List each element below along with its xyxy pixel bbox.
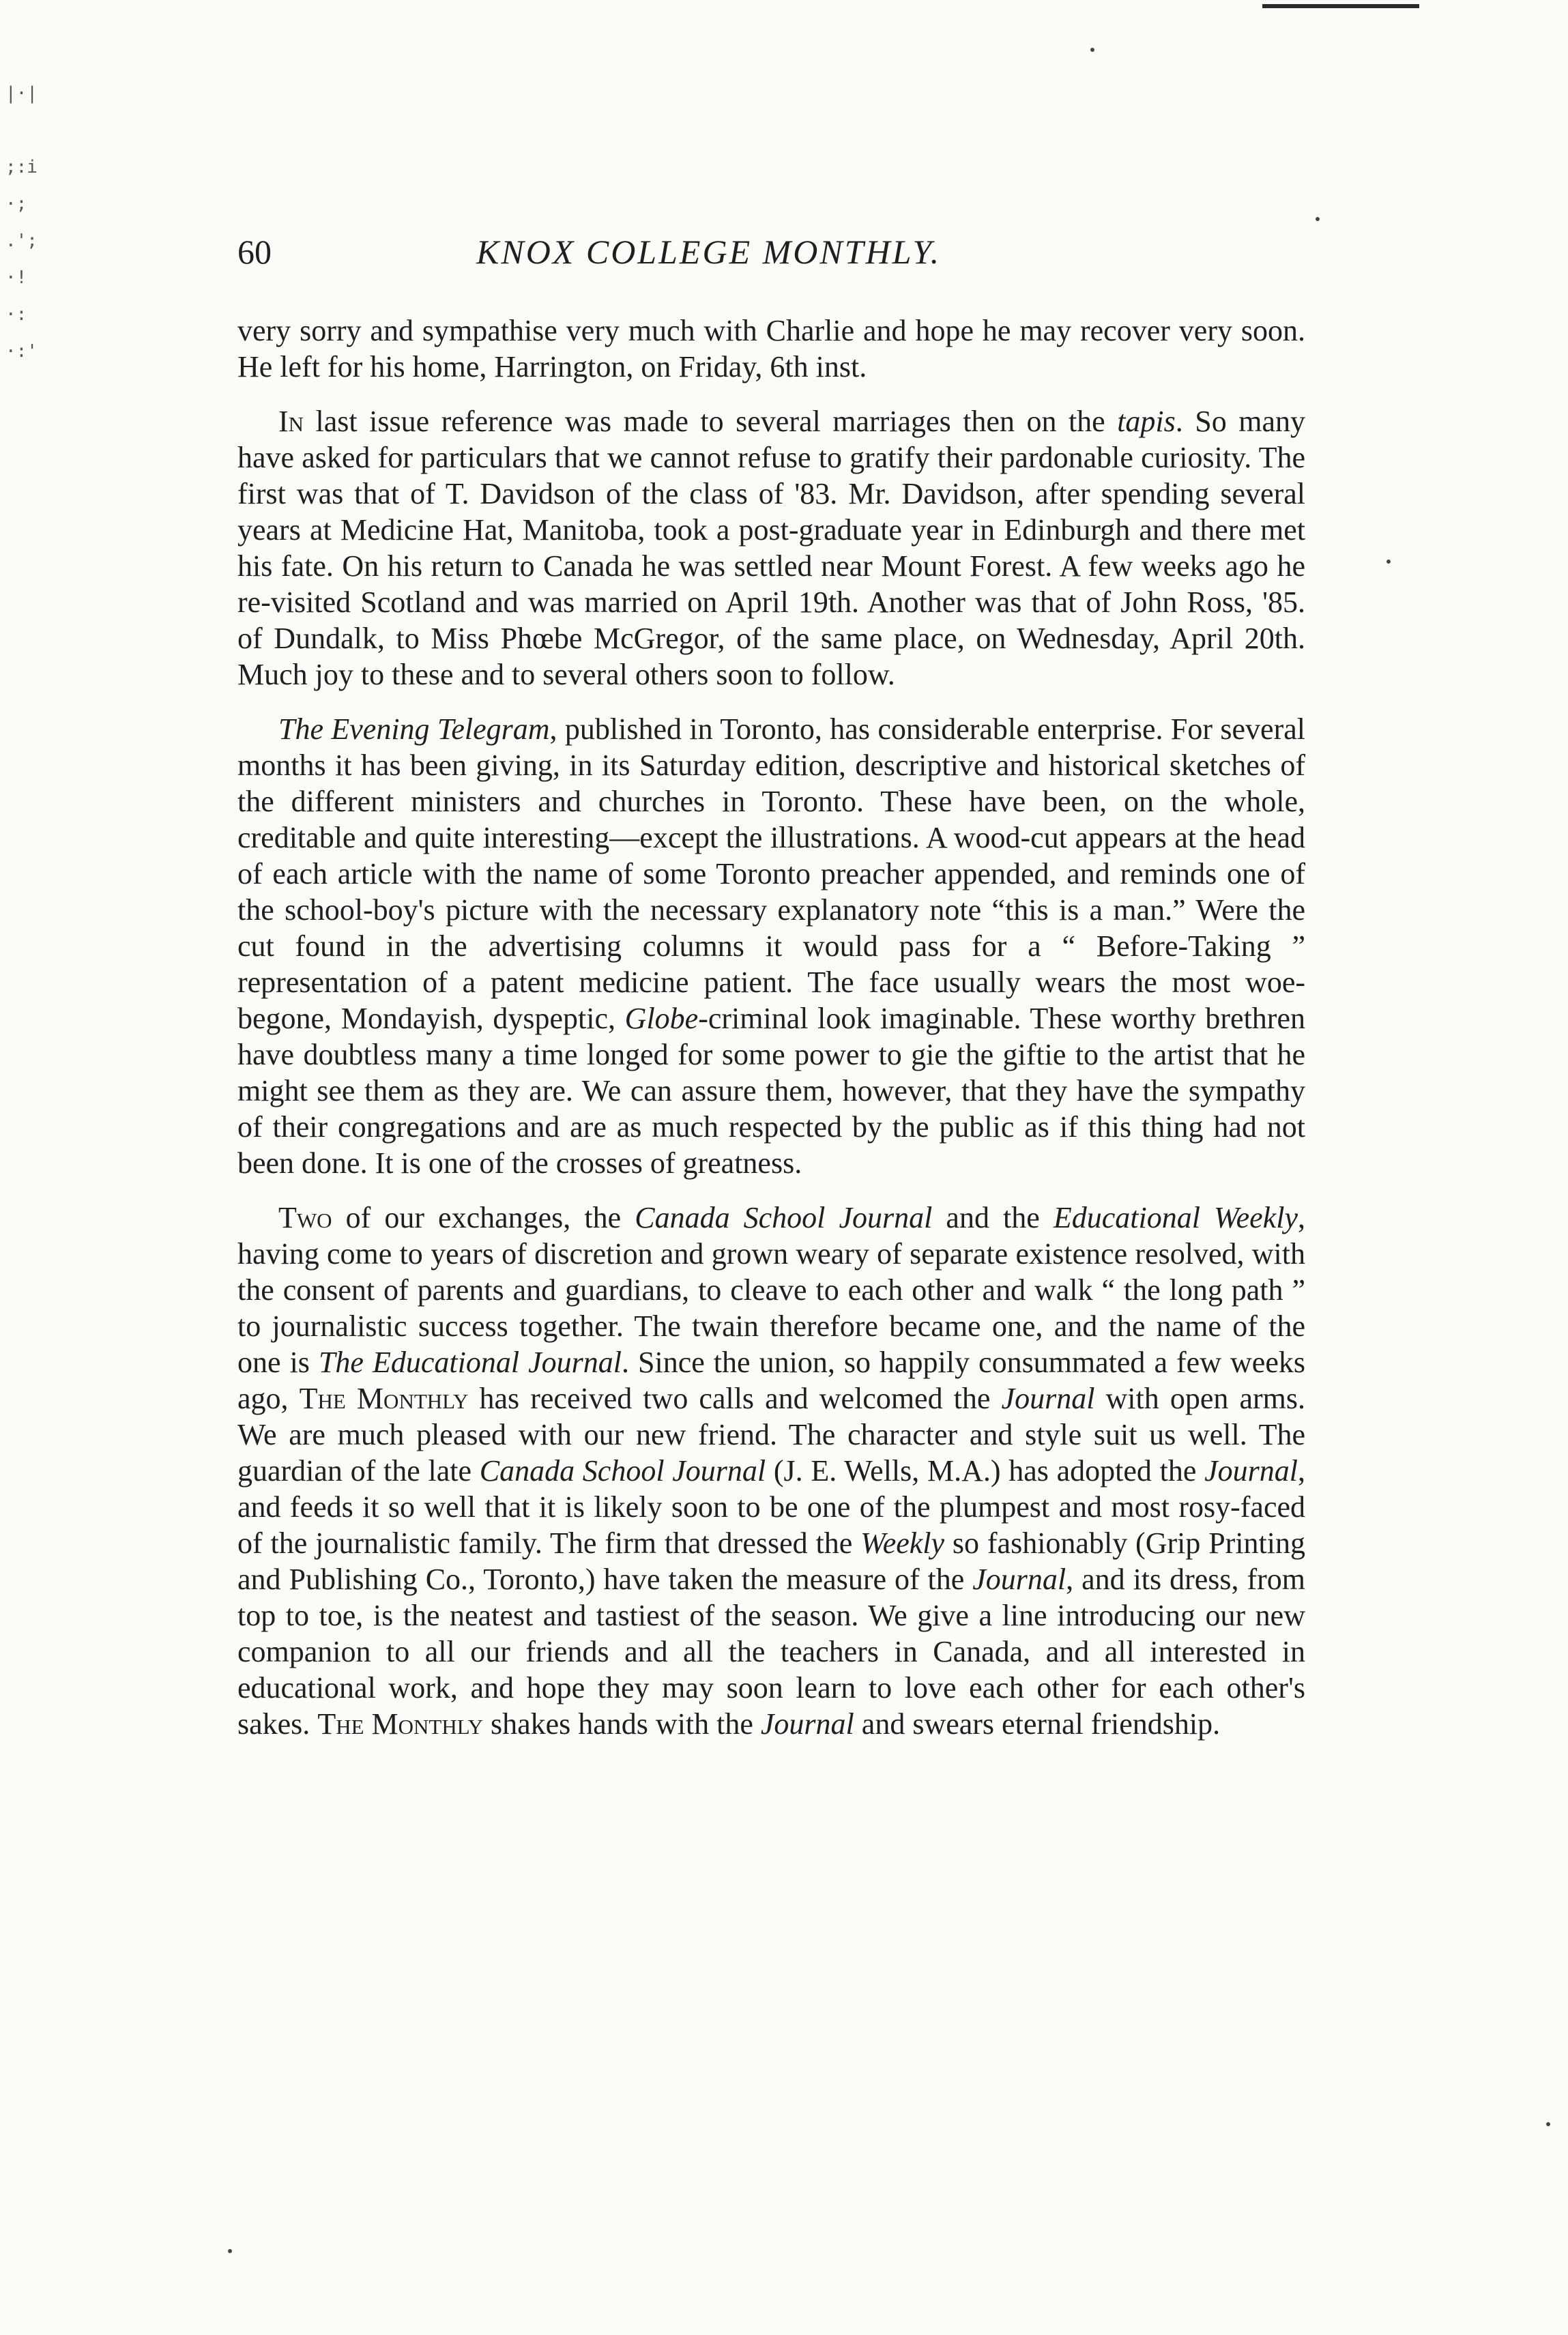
text-run: and swears eternal friendship. [854,1707,1221,1741]
italic-text: Weekly [860,1526,945,1560]
italic-text: Journal [1001,1382,1095,1415]
text-run: shakes hands with the [482,1707,761,1741]
small-caps-text: In [278,405,304,438]
text-run: of our exchanges, the [332,1201,635,1234]
paragraph [237,711,1305,1181]
text-run: very sorry and sympathise very much with Charlie and hope he may recover very soon. He left for his home, Harrington, on Friday, 6th inst. [237,314,1305,383]
text-run: last issue reference was made to several marriages then on the [304,405,1118,438]
italic-text: Canada School Journal [635,1201,933,1234]
article-body [237,313,1305,1760]
text-run: , and its dress, from top to toe, is the neatest and tastiest of the season. We give a line introducing our new companion to all our friends and all the teachers in Canada, and all interested in educational work, and hope they may soon learn to love each other for each other's sakes. [237,1563,1305,1741]
print-speck [1386,560,1391,564]
text-run: has received two calls and welcomed the [468,1382,1002,1415]
text-run: , having come to years of discretion and grown weary of separate existence resolved, with the consent of parents and guardians, to cleave to each other and walk “ the long path ” to journalistic success together. The twain therefore became one, and the name of the one is [237,1201,1305,1379]
text-run: -criminal look imaginable. These worthy brethren have doubtless many a time longed for some power to gie the giftie to the artist that he might see them as they are. We can assure them, however, that they have the sympathy of their congregations and are as much respected by the public as if this thing had not been done. It is one of the crosses of greatness. [237,1002,1305,1180]
paragraph [237,403,1305,693]
text-run: . So many have asked for particulars that we cannot refuse to gratify their pardonable curiosity. The first was that of T. Davidson of the class of '83. Mr. Davidson, after spending several years at Medicine Hat, Manitoba, took a post-graduate year in Edinburgh and there met his fate. On his return to Canada he was settled near Mount Forest. A few weeks ago he re-visited Scotland and was married on April 19th. Another was that of John Ross, '85. of Dundalk, to Miss Phœbe McGregor, of the same place, on Wednesday, April 20th. Much joy to these and to several others soon to follow. [237,405,1305,691]
running-title: KNOX COLLEGE MONTHLY. [476,233,942,271]
print-speck [228,2249,232,2253]
print-speck [1316,217,1320,221]
top-edge-rule [1262,4,1419,8]
italic-text: Globe [624,1002,699,1035]
text-run: (J. E. Wells, M.A.) has adopted the [766,1454,1205,1488]
text-run: and the [932,1201,1054,1234]
text-run: . Since the union, so happily consummated a few weeks ago, [237,1346,1305,1415]
margin-binding-marks: |·| ;:i ·; .'; ·! ·: ·:' [5,83,38,362]
paragraph [237,313,1305,385]
text-run: with open arms. We are much pleased with our new friend. The character and style suit us well. The guardian of the late [237,1382,1306,1488]
small-caps-text: Two [278,1201,332,1234]
page-number: 60 [237,233,272,271]
italic-text: Educational Weekly [1053,1201,1298,1234]
print-speck [1090,48,1094,52]
italic-text: Journal [1204,1454,1298,1488]
text-run: so fashionably (Grip Printing and Publishing Co., Toronto,) have taken the measure of the [237,1526,1305,1596]
italic-text: tapis [1117,405,1176,438]
page-header [237,232,1305,280]
italic-text: Canada School Journal [479,1454,766,1488]
text-run: , and feeds it so well that it is likely soon to be one of the plumpest and most rosy-faced of the journalistic family. The firm that dressed the [237,1454,1305,1560]
small-caps-text: The Monthly [299,1382,469,1415]
italic-text: The Evening Telegram [278,712,550,746]
italic-text: Journal [760,1707,854,1741]
paragraph [237,1200,1305,1742]
small-caps-text: The Monthly [317,1707,483,1741]
italic-text: The Educational Journal [318,1346,622,1379]
text-run: , published in Toronto, has considerable enterprise. For several months it has been giving, in its Saturday edition, descriptive and historical sketches of the different ministers and churches in Toronto. These have been, on the whole, creditable and quite interesting—except the illustrations. A wood-cut appears at the head of each article with the name of some Toronto preacher appended, and reminds one of the school-boy's picture with the necessary explanatory note “this is a man.” Were the cut found in the advertising columns it would pass for a “ Before-Taking ” representation of a patent medicine patient. The face usually wears the most woe-begone, Mondayish, dyspeptic, [237,712,1305,1035]
italic-text: Journal [972,1563,1066,1596]
print-speck [1546,2122,1550,2126]
